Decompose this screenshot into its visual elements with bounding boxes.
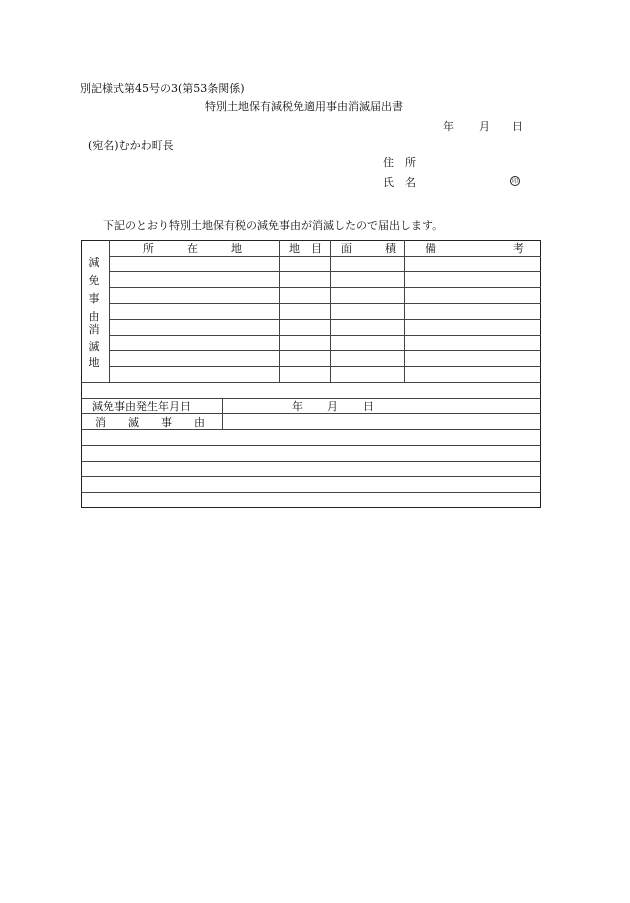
table-divider bbox=[222, 398, 223, 429]
side-label-char: 減 bbox=[88, 256, 100, 269]
header-area: 面 積 bbox=[341, 242, 396, 255]
side-label-char: 由 bbox=[88, 310, 100, 323]
table-divider bbox=[330, 240, 331, 382]
date-month: 月 bbox=[479, 120, 490, 133]
header-location: 所 在 地 bbox=[143, 242, 242, 255]
table-row-line bbox=[81, 429, 541, 430]
addressee: (宛名)むかわ町長 bbox=[88, 139, 174, 152]
table-row-line bbox=[81, 398, 541, 399]
table-row-line bbox=[109, 335, 541, 336]
table-row-line bbox=[109, 319, 541, 320]
table-divider bbox=[279, 240, 280, 382]
form-code: 別記様式第45号の3(第53条関係) bbox=[80, 82, 245, 95]
side-label-char: 滅 bbox=[88, 340, 100, 353]
seal-mark: 印 bbox=[511, 178, 518, 185]
side-label-char: 消 bbox=[88, 323, 100, 336]
notification-table bbox=[81, 240, 541, 508]
table-row-line bbox=[81, 382, 541, 383]
address-label: 住 所 bbox=[383, 156, 416, 169]
date-day: 日 bbox=[512, 120, 523, 133]
table-row-line bbox=[81, 413, 541, 414]
side-label-char: 地 bbox=[88, 356, 100, 369]
header-land-category: 地 目 bbox=[289, 242, 322, 255]
table-divider bbox=[109, 240, 110, 382]
name-label: 氏 名 bbox=[383, 176, 416, 189]
document-title: 特別土地保有減税免適用事由消滅届出書 bbox=[205, 100, 403, 113]
header-remarks: 備 考 bbox=[425, 242, 524, 255]
occurrence-month: 月 bbox=[327, 400, 338, 413]
table-row-line bbox=[109, 303, 541, 304]
side-label-char: 免 bbox=[88, 274, 100, 287]
table-row-line bbox=[109, 271, 541, 272]
table-row-line bbox=[109, 287, 541, 288]
table-row-line bbox=[81, 476, 541, 477]
table-row-line bbox=[81, 492, 541, 493]
statement: 下記のとおり特別土地保有税の減免事由が消滅したので届出します。 bbox=[103, 219, 444, 232]
reason-label: 消 滅 事 由 bbox=[95, 416, 205, 429]
occurrence-date-label: 減免事由発生年月日 bbox=[92, 400, 191, 413]
occurrence-year: 年 bbox=[292, 400, 303, 413]
table-row-line bbox=[109, 366, 541, 367]
table-row-line bbox=[109, 256, 541, 257]
table-row-line bbox=[81, 461, 541, 462]
occurrence-day: 日 bbox=[363, 400, 374, 413]
date-year: 年 bbox=[443, 120, 454, 133]
table-row-line bbox=[81, 445, 541, 446]
table-divider bbox=[404, 240, 405, 382]
table-row-line bbox=[109, 350, 541, 351]
side-label-char: 事 bbox=[88, 292, 100, 305]
